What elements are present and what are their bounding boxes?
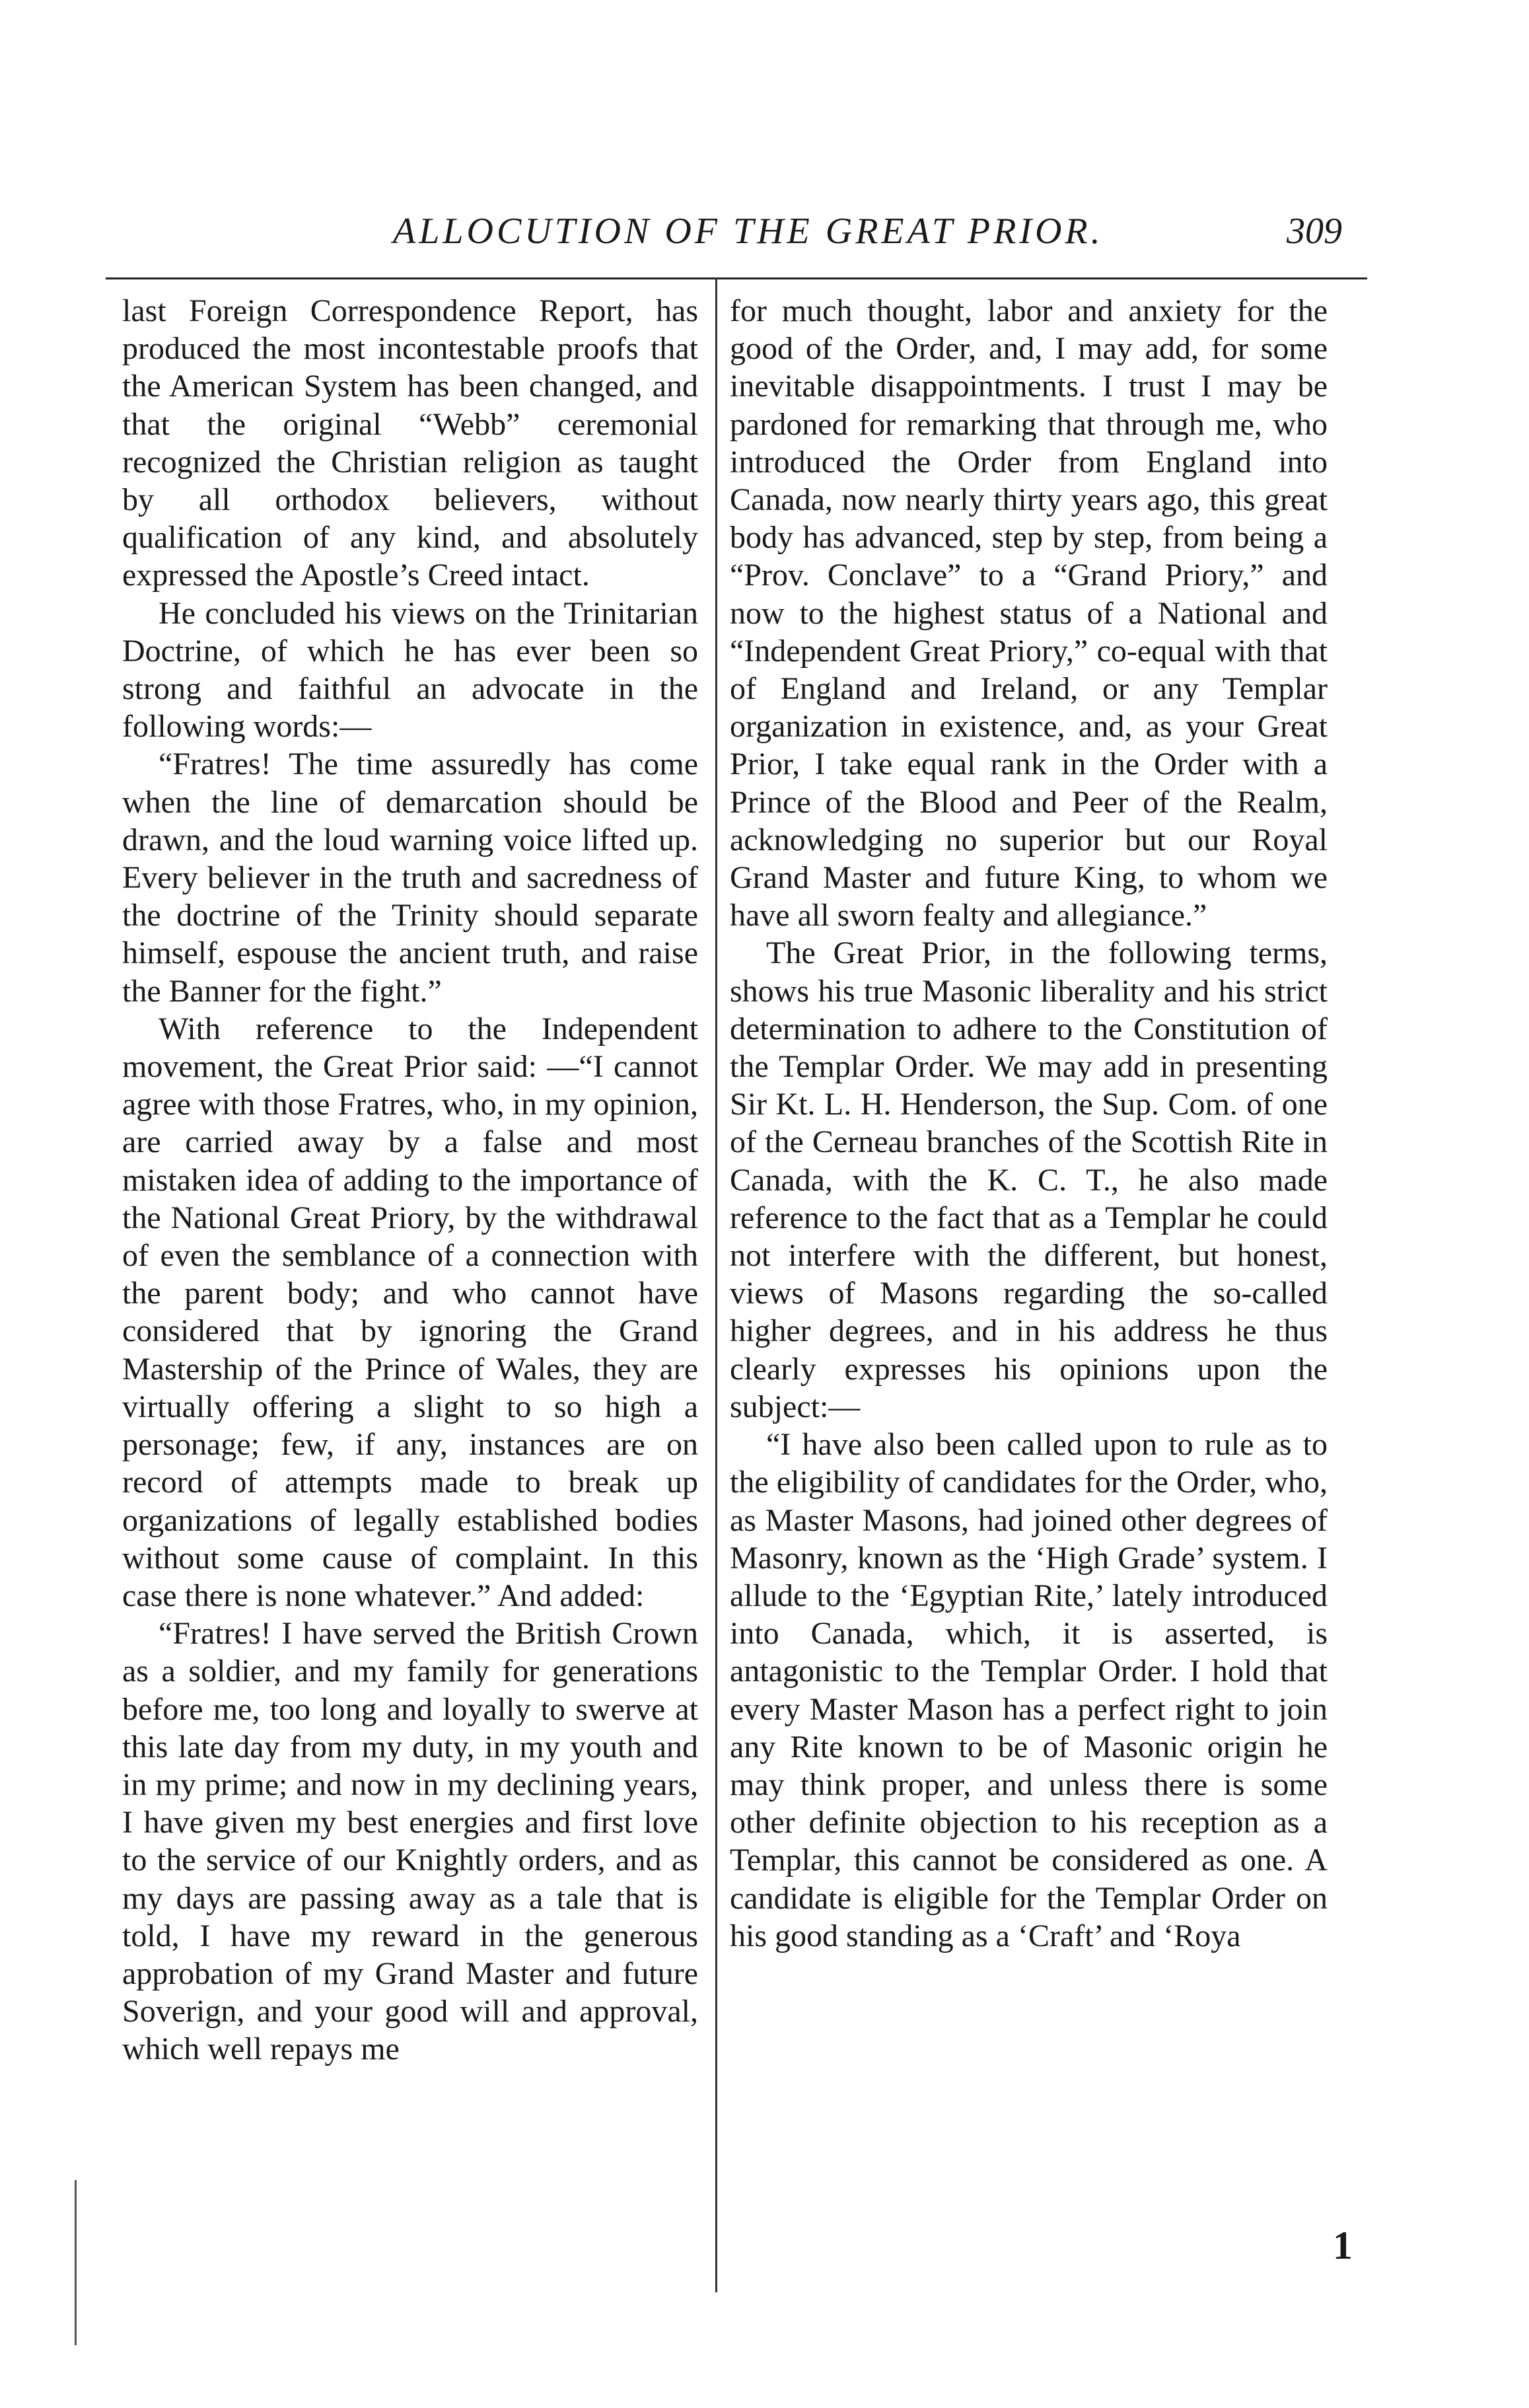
paragraph: “Fratres! I have served the British Crown as a soldier, and my family for generations before me, too long and loyally to swerve at this late day from my duty, in my youth and in my prime; and now in my declining years, I have given my best energies and first love to the service of our Knightly orders, and as my days are passing away as a tale that is told, I have my reward in the generous approbation of my Grand Master and future Soverign, and your good will and approval, which well repays me (122, 1616, 698, 2067)
header-rule (106, 277, 1367, 279)
left-column (122, 292, 698, 2068)
right-column (730, 292, 1328, 1955)
paragraph: last Foreign Correspondence Report, has produced the most incontestable proofs that the American System has been changed, and that the original “Webb” ceremonial recognized the Christian religion as taught by all orthodox believers, without qualification of any kind, and absolutely expressed the Apostle’s Creed intact. (122, 293, 698, 593)
paragraph: With reference to the Independent movement, the Great Prior said: —“I cannot agree with those Fratres, who, in my opinion, are carried away by a false and most mistaken idea of adding to the importance of the National Great Priory, by the withdrawal of even the semblance of a connection with the parent body; and who cannot have considered that by ignoring the Grand Mastership of the Prince of Wales, they are virtually offering a slight to so high a personage; few, if any, instances are on record of attempts made to break up organizations of legally established bodies without some cause of complaint. In this case there is none whatever.” And added: (122, 1011, 698, 1613)
column-divider (715, 277, 717, 2292)
paragraph: He concluded his views on the Trinitarian Doctrine, of which he has ever been so strong and faithful an advocate in the following words:— (122, 595, 698, 745)
paragraph: The Great Prior, in the following terms, shows his true Masonic liberality and his strict determination to adhere to the Constitution of the Templar Order. We may add in presenting Sir Kt. L. H. Henderson, the Sup. Com. of one of the Cerneau branches of the Scottish Rite in Canada, with the K. C. T., he also made reference to the fact that as a Templar he could not interfere with the different, but honest, views of Masons regarding the so-called higher degrees, and in his address he thus clearly expresses his opinions upon the subject:— (730, 935, 1328, 1424)
running-head: ALLOCUTION OF THE GREAT PRIOR. (393, 211, 1104, 252)
paragraph: “I have also been called upon to rule as to the eligibility of candidates for the Order, who, as Master Masons, had joined other degrees of Masonry, known as the ‘High Grade’ system. I allude to the ‘Egyptian Rite,’ lately introduced into Canada, which, it is asserted, is antagonistic to the Templar Order. I hold that every Master Mason has a perfect right to join any Rite known to be of Masonic origin he may think proper, and unless there is some other definite objection to his reception as a Templar, this cannot be considered as one. A candidate is eligible for the Templar Order on his good standing as a ‘Craft’ and ‘Roya (730, 1427, 1328, 1953)
corner-mark: 1 (1333, 2224, 1353, 2267)
margin-line (75, 2180, 77, 2345)
page-number: 309 (1287, 211, 1342, 252)
paragraph: for much thought, labor and anxiety for the good of the Order, and, I may add, for some inevitable disappointments. I trust I may be pardoned for remarking that through me, who introduced the Order from England into Canada, now nearly thirty years ago, this great body has advanced, step by step, from being a “Prov. Conclave” to a “Grand Priory,” and now to the highest status of a National and “Independent Great Priory,” co-equal with that of England and Ireland, or any Templar organization in existence, and, as your Great Prior, I take equal rank in the Order with a Prince of the Blood and Peer of the Realm, acknowledging no superior but our Royal Grand Master and future King, to whom we have all sworn fealty and allegiance.” (730, 293, 1328, 933)
paragraph: “Fratres! The time assuredly has come when the line of demarcation should be drawn, and the loud warning voice lifted up. Every believer in the truth and sacredness of the doctrine of the Trinity should separate himself, espouse the ancient truth, and raise the Banner for the fight.” (122, 747, 698, 1009)
